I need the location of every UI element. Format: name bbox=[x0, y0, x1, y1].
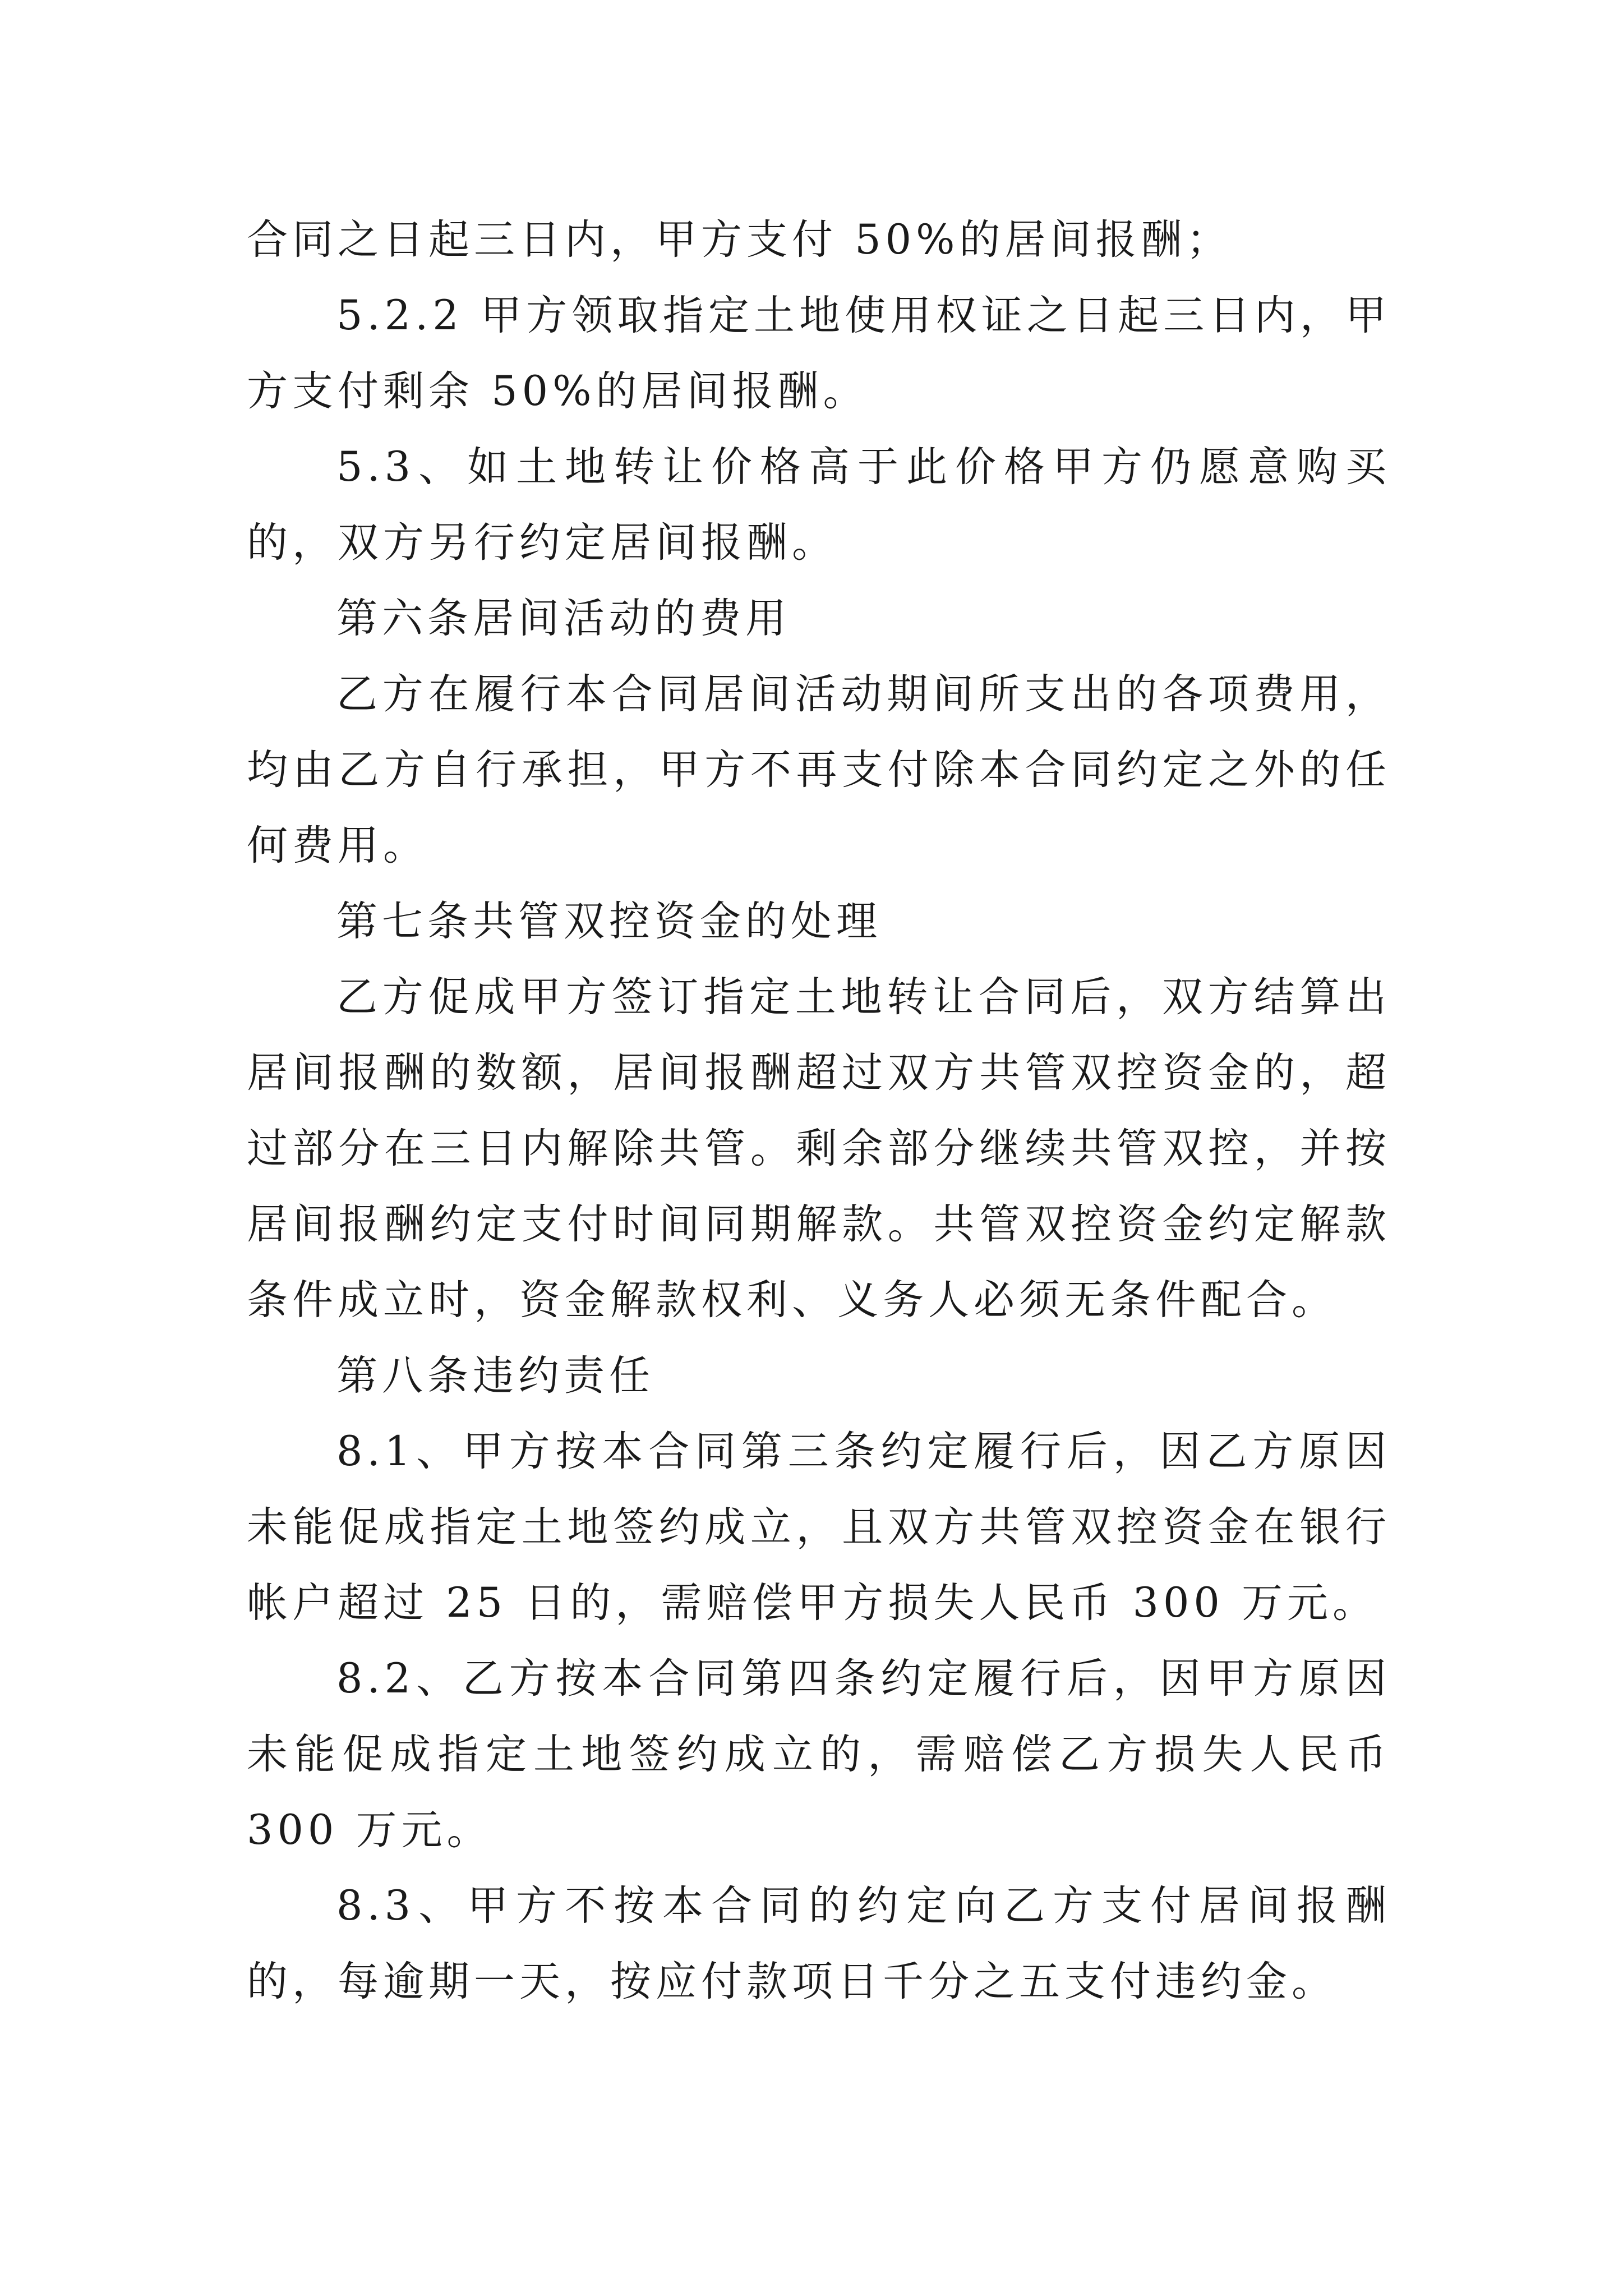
section-heading-article-7: 第七条共管双控资金的处理 bbox=[336, 898, 882, 945]
paragraph-continuation: 合同之日起三日内，甲方支付 50%的居间报酬； bbox=[247, 216, 1232, 264]
paragraph-8-1: 8.1、甲方按本合同第三条约定履行后，因乙方原因未能促成指定土地签约成立，且双方共管双控资金在银行帐户超过 25 日的，需赔偿甲方损失人民币 300 万元。 bbox=[247, 1428, 1391, 1627]
paragraph-8-3: 8.3、甲方不按本合同的约定向乙方支付居间报酬的，每逾期一天，按应付款项日千分之五支付违约金。 bbox=[247, 1882, 1391, 2005]
document-body bbox=[247, 202, 1391, 2019]
paragraph-article-7-body: 乙方促成甲方签订指定土地转让合同后，双方结算出居间报酬的数额，居间报酬超过双方共管双控资金的，超过部分在三日内解除共管。剩余部分继续共管双控，并按居间报酬约定支付时间同期解款。共管双控资金约定解款条件成立时，资金解款权利、义务人必须无条件配合。 bbox=[247, 973, 1391, 1324]
section-heading-article-8: 第八条违约责任 bbox=[336, 1352, 654, 1400]
paragraph-8-2: 8.2、乙方按本合同第四条约定履行后，因甲方原因未能促成指定土地签约成立的，需赔偿乙方损失人民币 300 万元。 bbox=[247, 1655, 1391, 1854]
section-heading-article-6: 第六条居间活动的费用 bbox=[336, 595, 791, 642]
paragraph-article-6-body: 乙方在履行本合同居间活动期间所支出的各项费用，均由乙方自行承担，甲方不再支付除本合同约定之外的任何费用。 bbox=[247, 670, 1391, 869]
paragraph-5-2-2: 5.2.2 甲方领取指定土地使用权证之日起三日内，甲方支付剩余 50%的居间报酬。 bbox=[247, 292, 1391, 415]
paragraph-5-3: 5.3、如土地转让价格高于此价格甲方仍愿意购买的，双方另行约定居间报酬。 bbox=[247, 443, 1391, 567]
